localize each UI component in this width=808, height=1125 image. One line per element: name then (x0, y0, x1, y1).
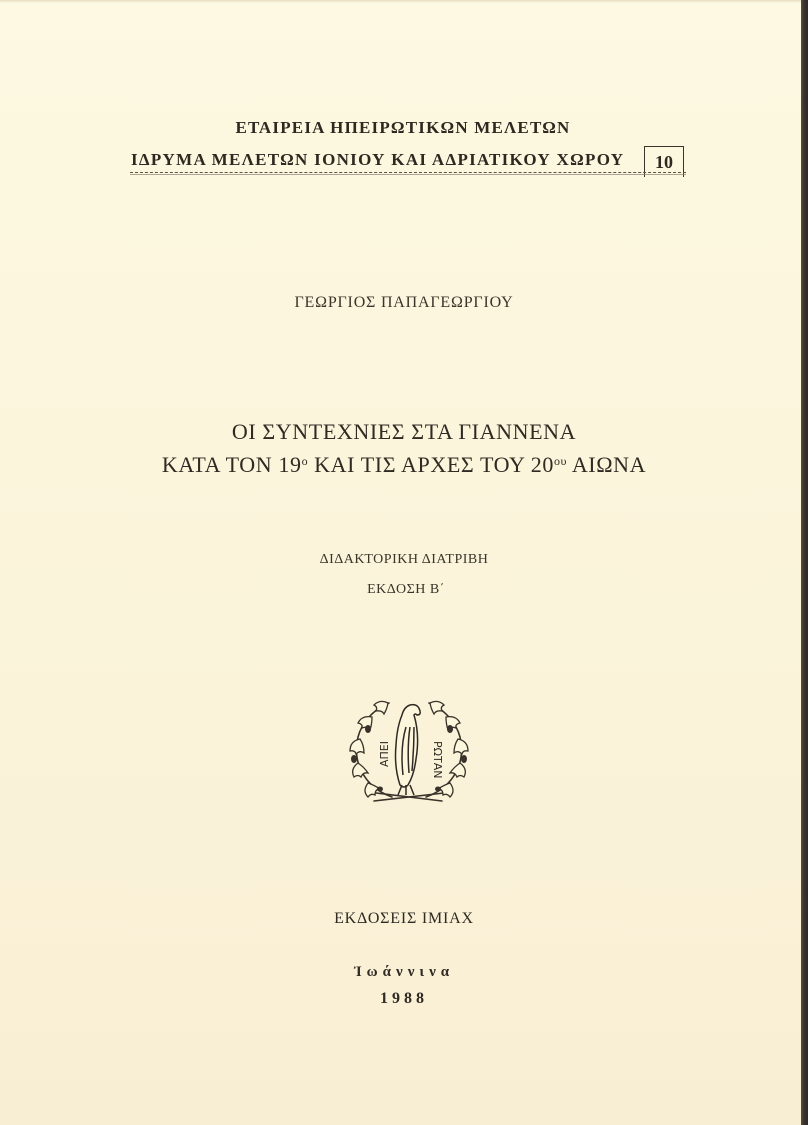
title-line-2 (0, 452, 808, 478)
title-line-2-part-2: ΚΑΙ ΤΙΣ ΑΡΧΕΣ ΤΟΥ 20 (308, 452, 554, 477)
title-superscript-ordinal-20: ου (553, 454, 567, 468)
series-number-badge: 10 (644, 146, 684, 177)
eagle-wreath-emblem-icon (344, 697, 474, 807)
series-foundation-name: ΙΔΡΥΜΑ ΜΕΛΕΤΩΝ ΙΟΝΙΟΥ ΚΑΙ ΑΔΡΙΑΤΙΚΟΥ ΧΩΡΟΥ (131, 150, 625, 169)
publisher-name: ΕΚΔΟΣΕΙΣ ΙΜΙΑΧ (334, 910, 474, 927)
emblem-text-left: ΑΠΕΙ (378, 741, 391, 767)
title-line-2-part-1: ΚΑΤΑ ΤΟΝ 19 (161, 452, 302, 477)
author-name: ΓΕΩΡΓΙΟΣ ΠΑΠΑΓΕΩΡΓΙΟΥ (294, 294, 514, 311)
publication-place: Ἰωάννινα (353, 964, 455, 980)
publication-year: 1988 (380, 990, 428, 1007)
edition-label: ΕΚΔΟΣΗ Β΄ (367, 582, 445, 597)
title-line-1: ΟΙ ΣΥΝΤΕΧΝΙΕΣ ΣΤΑ ΓΙΑΝΝΕΝΑ (231, 419, 577, 444)
title-line-2-part-3: ΑΙΩΝΑ (566, 452, 647, 477)
series-underline (130, 172, 686, 173)
series-underline-secondary (130, 174, 686, 175)
thesis-label: ΔΙΔΑΚΤΟΡΙΚΗ ΔΙΑΤΡΙΒΗ (319, 552, 489, 567)
series-foundation-row (130, 146, 686, 174)
page-top-edge (0, 0, 801, 3)
series-society-name: ΕΤΑΙΡΕΙΑ ΗΠΕΙΡΩΤΙΚΩΝ ΜΕΛΕΤΩΝ (235, 118, 571, 137)
emblem-text-right: ΡΩΤΑΝ (431, 741, 444, 779)
title-superscript-ordinal-19: ο (301, 454, 309, 468)
series-header (130, 118, 686, 174)
